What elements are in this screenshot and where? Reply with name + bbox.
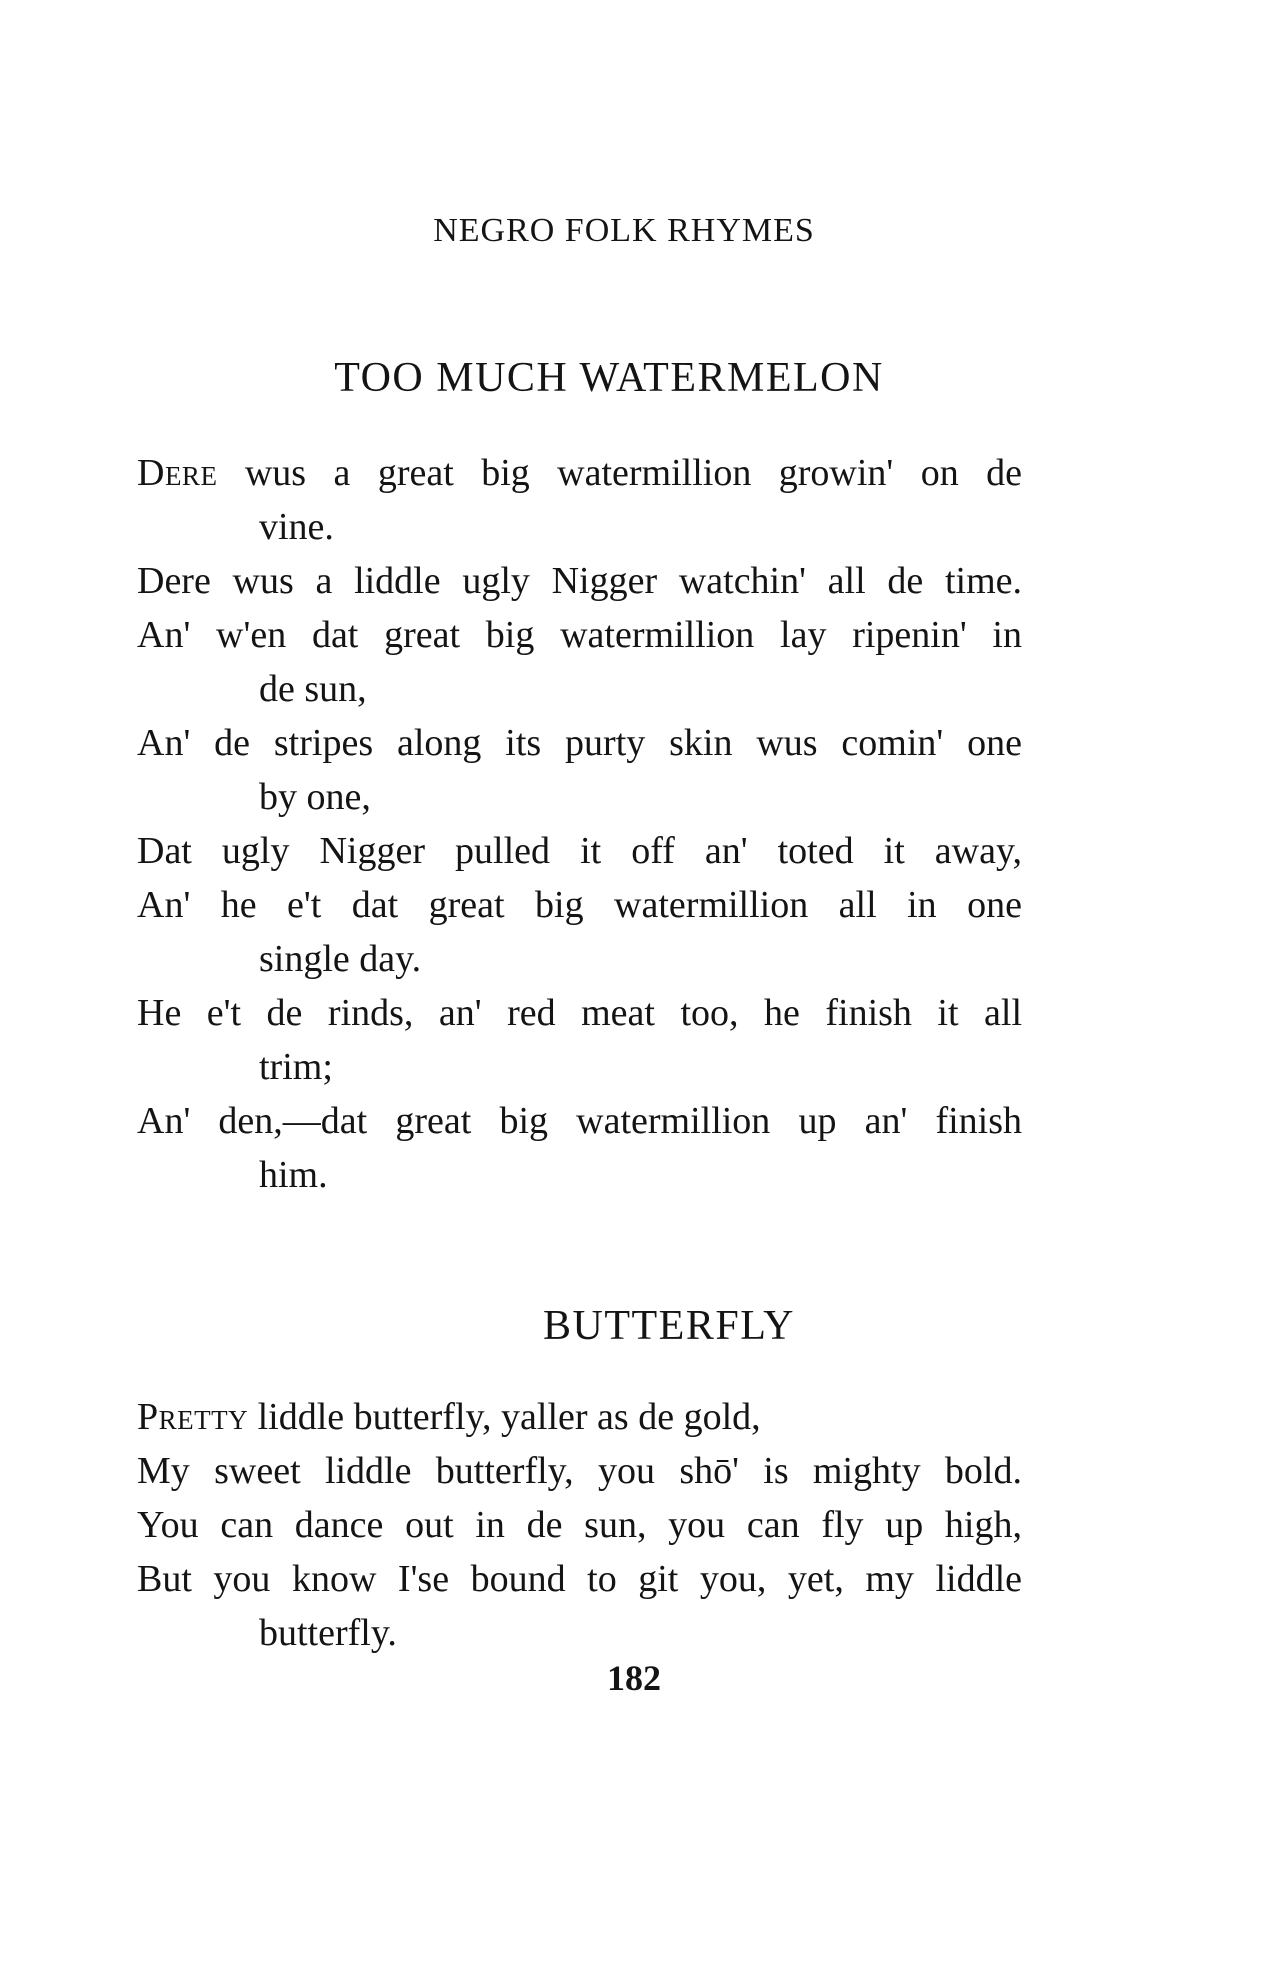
verse-line: An' w'en dat great big watermillion lay ripenin' in <box>137 614 1022 656</box>
verse-line-text: wus a great big watermillion growin' on de <box>217 452 1022 494</box>
verse-line-text: liddle butterfly, yaller as de gold, <box>248 1396 761 1438</box>
poem-title-text: TOO MUCH WATERMELON <box>334 355 884 401</box>
verse-line: An' de stripes along its purty skin wus comin' one <box>137 722 1022 764</box>
poem-body-watermelon <box>137 446 1022 1202</box>
verse-line-continuation: single day. <box>259 938 422 980</box>
verse-line: He e't de rinds, an' red meat too, he finish it all <box>137 992 1022 1034</box>
poem-title-text: BUTTERFLY <box>543 1303 795 1349</box>
page-number-text: 182 <box>607 1658 661 1698</box>
verse-line: You can dance out in de sun, you can fly up high, <box>137 1504 1022 1546</box>
verse-line-continuation: de sun, <box>259 668 367 710</box>
verse-line: An' he e't dat great big watermillion all in one <box>137 884 1022 926</box>
verse-line-continuation: trim; <box>259 1046 333 1088</box>
verse-line: An' den,—dat great big watermillion up an' finish <box>137 1100 1022 1142</box>
verse-line <box>137 1390 1022 1444</box>
verse-line: But you know I'se bound to git you, yet, my liddle <box>137 1558 1022 1600</box>
running-head-text: NEGRO FOLK RHYMES <box>433 212 815 249</box>
verse-initial-word: Pretty <box>137 1396 249 1438</box>
verse-initial-word: Dere <box>137 452 218 494</box>
verse-line <box>137 446 1022 500</box>
verse-line-continuation: by one, <box>259 776 371 818</box>
verse-line: Dere wus a liddle ugly Nigger watchin' all de time. <box>137 560 1022 602</box>
verse-line-continuation: butterfly. <box>259 1612 397 1654</box>
poem-title-butterfly <box>0 1302 1278 1350</box>
page-number <box>0 1657 1278 1699</box>
poem-body-butterfly <box>137 1390 1022 1660</box>
verse-line: My sweet liddle butterfly, you shō' is mighty bold. <box>137 1450 1022 1492</box>
verse-line-continuation: vine. <box>259 506 334 548</box>
running-head <box>0 212 1278 250</box>
verse-line: Dat ugly Nigger pulled it off an' toted it away, <box>137 830 1022 872</box>
poem-title-watermelon <box>0 354 1278 402</box>
verse-line-continuation: him. <box>259 1154 328 1196</box>
